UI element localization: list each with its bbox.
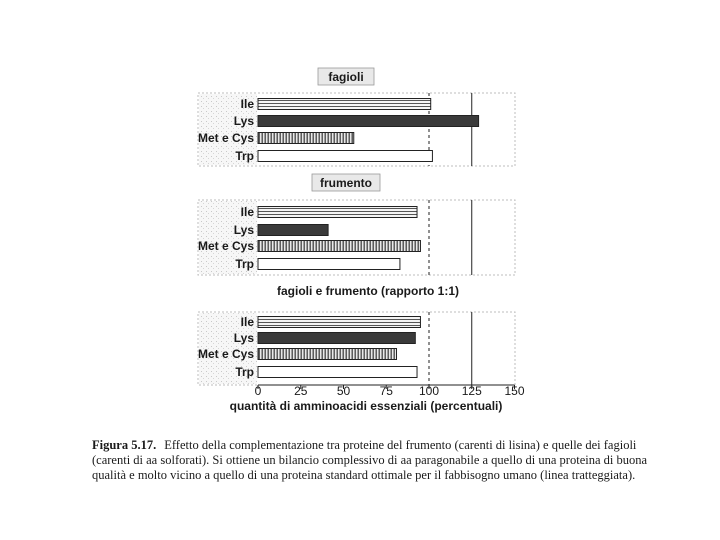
- category-label: Met e Cys: [197, 239, 254, 253]
- x-tick-label: 50: [336, 384, 351, 398]
- category-label: Ile: [240, 205, 254, 219]
- bar-ile: [258, 207, 417, 218]
- bar-lys: [258, 116, 479, 127]
- category-label: Ile: [240, 97, 254, 111]
- category-label: Met e Cys: [197, 131, 254, 145]
- x-tick-label: 150: [504, 384, 525, 398]
- x-tick-label: 0: [254, 384, 262, 398]
- category-label: Lys: [233, 114, 254, 128]
- category-label: Lys: [233, 331, 254, 345]
- bar-met-e-cys: [258, 349, 397, 360]
- x-tick-label: 125: [461, 384, 482, 398]
- caption-text: Effetto della complementazione tra proteine del frumento (carenti di lisina) e quelle dei fagioli (carenti di aa solforati). Si ottiene un bilancio complessivo di aa paragonabile a quello di una proteina di buona qualità e molto vicino a quello di una proteina standard ottimale per il fabbisogno umano (linea tratteggiata).: [92, 438, 648, 482]
- figure-caption: [92, 438, 662, 483]
- category-label: Met e Cys: [197, 347, 254, 361]
- x-tick-label: 100: [418, 384, 440, 398]
- bar-lys: [258, 225, 328, 236]
- panel-3: [198, 284, 515, 385]
- category-label: Ile: [240, 315, 254, 329]
- bar-trp: [258, 367, 417, 378]
- bar-lys: [258, 333, 415, 344]
- bar-ile: [258, 317, 420, 328]
- panel-title: fagioli: [328, 70, 364, 84]
- category-label: Trp: [235, 149, 254, 163]
- bar-trp: [258, 151, 432, 162]
- panel-2: [198, 174, 515, 275]
- panel-title: frumento: [320, 176, 372, 190]
- bar-ile: [258, 99, 431, 110]
- x-tick-label: 75: [379, 384, 393, 398]
- bar-trp: [258, 259, 400, 270]
- x-axis-title: quantità di amminoacidi essenziali (percentuali): [229, 399, 503, 413]
- panel-1: [198, 68, 515, 166]
- x-tick-label: 25: [294, 384, 308, 398]
- category-label: Trp: [235, 257, 254, 271]
- category-label: Lys: [233, 223, 254, 237]
- panel-title: fagioli e frumento (rapporto 1:1): [276, 284, 460, 298]
- bar-met-e-cys: [258, 241, 420, 252]
- figure-number: Figura 5.17.: [92, 438, 157, 452]
- bar-met-e-cys: [258, 133, 354, 144]
- category-label: Trp: [235, 365, 254, 379]
